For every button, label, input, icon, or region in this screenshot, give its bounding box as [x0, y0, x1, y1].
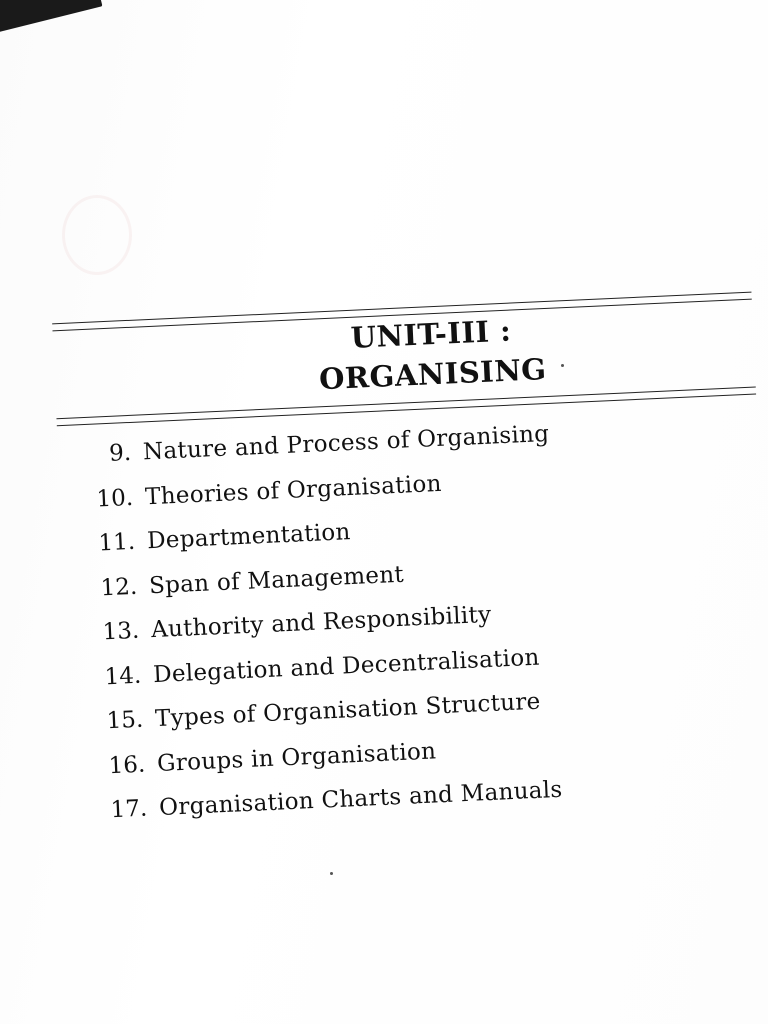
- chapter-title: Groups in Organisation: [156, 737, 437, 777]
- chapter-number: 17.: [110, 795, 148, 824]
- chapter-number: 11.: [98, 528, 136, 557]
- chapter-number: 15.: [106, 706, 144, 735]
- chapter-title: Theories of Organisation: [144, 470, 443, 510]
- chapter-number: 16.: [108, 751, 146, 779]
- chapter-title: Delegation and Decentralisation: [152, 644, 541, 688]
- chapter-title: Span of Management: [148, 561, 405, 599]
- chapter-number: 10.: [95, 484, 134, 513]
- chapter-list: [81, 411, 768, 842]
- paper-speck: [561, 364, 564, 367]
- chapter-title: Nature and Process of Organising: [142, 420, 550, 466]
- chapter-number: 9.: [108, 439, 132, 467]
- paper-speck: [330, 872, 333, 875]
- unit-title: ORGANISING: [318, 352, 548, 397]
- chapter-title: Types of Organisation Structure: [154, 688, 542, 733]
- chapter-title: Departmentation: [146, 519, 352, 555]
- chapter-number: 13.: [102, 617, 140, 646]
- chapter-number: 12.: [100, 573, 138, 601]
- chapter-number: 14.: [104, 662, 142, 690]
- chapter-title: Organisation Charts and Manuals: [158, 776, 564, 821]
- chapter-title: Authority and Responsibility: [150, 601, 492, 644]
- unit-number: UNIT-III :: [349, 313, 513, 355]
